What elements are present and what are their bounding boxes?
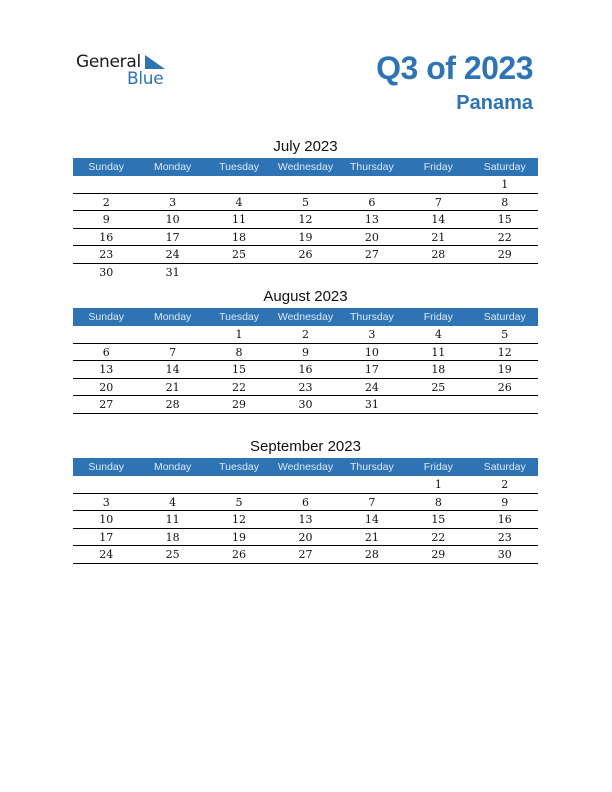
week-row xyxy=(73,264,538,282)
weekday-saturday: Saturday xyxy=(483,311,526,323)
week-row xyxy=(73,494,538,512)
day-cell: 1 xyxy=(235,328,243,341)
day-cell: 29 xyxy=(232,398,247,411)
day-cell xyxy=(139,476,205,493)
day-cell: 11 xyxy=(165,513,180,526)
day-cell: 19 xyxy=(497,363,512,376)
day-cell xyxy=(73,326,139,343)
day-cell xyxy=(339,176,405,193)
weekday-monday: Monday xyxy=(153,311,192,323)
day-cell: 15 xyxy=(431,513,446,526)
day-cell: 6 xyxy=(301,495,309,509)
day-cell: 10 xyxy=(99,513,114,526)
day-cell: 5 xyxy=(235,495,243,509)
weekday-sunday: Sunday xyxy=(88,461,125,473)
day-cell: 23 xyxy=(99,248,114,261)
weekday-saturday: Saturday xyxy=(483,161,526,173)
week-row xyxy=(73,326,538,344)
weekday-tuesday: Tuesday xyxy=(219,161,259,173)
month-july xyxy=(73,136,538,281)
day-cell: 13 xyxy=(298,513,313,526)
day-cell: 26 xyxy=(232,548,247,561)
day-cell: 20 xyxy=(364,230,379,244)
weekday-friday: Friday xyxy=(423,161,453,173)
country-subtitle: Panama xyxy=(456,92,533,114)
day-cell: 18 xyxy=(165,530,180,544)
day-cell xyxy=(472,264,538,282)
weekday-tuesday: Tuesday xyxy=(219,461,259,473)
day-cell: 1 xyxy=(434,478,442,491)
week-row xyxy=(73,361,538,379)
day-cell xyxy=(405,264,471,282)
day-cell: 10 xyxy=(165,213,180,226)
week-row xyxy=(73,176,538,194)
day-cell: 15 xyxy=(232,363,247,376)
logo xyxy=(76,52,176,92)
day-cell: 2 xyxy=(501,478,509,491)
day-cell: 29 xyxy=(497,248,512,261)
day-cell: 30 xyxy=(99,265,114,279)
day-cell: 9 xyxy=(102,213,110,226)
day-cell: 2 xyxy=(301,328,309,341)
day-cell: 16 xyxy=(497,513,512,526)
day-cell: 25 xyxy=(431,380,446,394)
day-cell: 25 xyxy=(165,548,180,561)
logo-word-blue: Blue xyxy=(127,69,164,89)
weekday-monday: Monday xyxy=(153,461,192,473)
day-cell: 16 xyxy=(99,230,114,244)
page-title: Q3 of 2023 xyxy=(376,50,533,86)
week-row xyxy=(73,379,538,397)
week-row xyxy=(73,344,538,362)
day-cell: 28 xyxy=(431,248,446,261)
day-cell xyxy=(139,176,205,193)
day-cell: 20 xyxy=(298,530,313,544)
day-cell: 11 xyxy=(232,213,247,226)
day-cell: 19 xyxy=(298,230,313,244)
day-cell: 30 xyxy=(298,398,313,411)
day-cell xyxy=(73,176,139,193)
day-cell: 4 xyxy=(169,495,177,509)
day-cell: 11 xyxy=(431,345,446,359)
weekday-wednesday: Wednesday xyxy=(277,161,334,173)
day-cell: 23 xyxy=(497,530,512,544)
day-cell: 24 xyxy=(99,548,114,561)
day-cell xyxy=(339,264,405,282)
month-title: September 2023 xyxy=(250,438,361,455)
day-cell: 14 xyxy=(165,363,180,376)
day-cell: 28 xyxy=(165,398,180,411)
weekday-thursday: Thursday xyxy=(350,461,394,473)
week-row xyxy=(73,529,538,547)
day-cell: 22 xyxy=(431,530,446,544)
weekday-friday: Friday xyxy=(423,311,453,323)
day-cell: 2 xyxy=(102,195,110,209)
day-cell: 23 xyxy=(298,380,313,394)
day-cell xyxy=(405,396,471,413)
logo-triangle-icon xyxy=(144,54,166,70)
week-row xyxy=(73,511,538,529)
week-row xyxy=(73,546,538,564)
day-cell: 12 xyxy=(497,345,512,359)
day-cell: 5 xyxy=(301,195,309,209)
day-cell: 31 xyxy=(364,398,379,411)
day-cell: 19 xyxy=(232,530,247,544)
day-cell: 31 xyxy=(165,265,180,279)
day-cell: 21 xyxy=(165,380,180,394)
weekday-sunday: Sunday xyxy=(88,311,125,323)
weekday-tuesday: Tuesday xyxy=(219,311,259,323)
day-cell: 1 xyxy=(501,178,509,191)
day-cell: 27 xyxy=(298,548,313,561)
day-cell xyxy=(272,264,338,282)
weekday-thursday: Thursday xyxy=(350,161,394,173)
day-cell xyxy=(272,476,338,493)
day-cell: 6 xyxy=(368,195,376,209)
day-cell: 7 xyxy=(368,495,376,509)
day-cell: 13 xyxy=(364,213,379,226)
day-cell: 20 xyxy=(99,380,114,394)
weekday-header xyxy=(73,308,538,326)
weekday-wednesday: Wednesday xyxy=(277,311,334,323)
day-cell: 29 xyxy=(431,548,446,561)
day-cell: 13 xyxy=(99,363,114,376)
day-cell xyxy=(206,476,272,493)
week-row xyxy=(73,476,538,494)
logo-word-general: General xyxy=(76,52,141,72)
day-cell: 12 xyxy=(298,213,313,226)
week-row xyxy=(73,396,538,414)
weekday-thursday: Thursday xyxy=(350,311,394,323)
day-cell: 3 xyxy=(102,495,110,509)
day-cell: 3 xyxy=(368,328,376,341)
day-cell: 10 xyxy=(364,345,379,359)
month-september xyxy=(73,436,538,564)
day-cell: 8 xyxy=(235,345,243,359)
day-cell: 26 xyxy=(298,248,313,261)
day-cell: 8 xyxy=(501,195,509,209)
month-august xyxy=(73,286,538,414)
day-cell: 22 xyxy=(497,230,512,244)
weekday-sunday: Sunday xyxy=(88,161,125,173)
month-title: August 2023 xyxy=(263,288,348,305)
day-cell: 21 xyxy=(431,230,446,244)
day-cell: 26 xyxy=(497,380,512,394)
day-cell: 18 xyxy=(431,363,446,376)
day-cell: 24 xyxy=(165,248,180,261)
weekday-friday: Friday xyxy=(423,461,453,473)
day-cell: 17 xyxy=(165,230,180,244)
day-cell: 4 xyxy=(235,195,243,209)
day-cell: 21 xyxy=(364,530,379,544)
day-cell: 27 xyxy=(99,398,114,411)
weekday-header xyxy=(73,158,538,176)
day-cell: 24 xyxy=(364,380,379,394)
day-cell: 3 xyxy=(169,195,177,209)
day-cell: 7 xyxy=(434,195,442,209)
day-cell: 14 xyxy=(364,513,379,526)
day-cell: 14 xyxy=(431,213,446,226)
week-row xyxy=(73,229,538,247)
day-cell: 25 xyxy=(232,248,247,261)
day-cell: 4 xyxy=(434,328,442,341)
weekday-header xyxy=(73,458,538,476)
day-cell xyxy=(339,476,405,493)
week-row xyxy=(73,246,538,264)
day-cell xyxy=(206,264,272,282)
day-cell xyxy=(272,176,338,193)
day-cell: 6 xyxy=(102,345,110,359)
day-cell: 12 xyxy=(232,513,247,526)
day-cell: 8 xyxy=(434,495,442,509)
day-cell: 7 xyxy=(169,345,177,359)
day-cell xyxy=(472,396,538,413)
day-cell: 15 xyxy=(497,213,512,226)
weekday-wednesday: Wednesday xyxy=(277,461,334,473)
day-cell: 16 xyxy=(298,363,313,376)
weekday-monday: Monday xyxy=(153,161,192,173)
day-cell: 17 xyxy=(364,363,379,376)
month-title: July 2023 xyxy=(273,138,338,155)
day-cell: 28 xyxy=(364,548,379,561)
day-cell: 9 xyxy=(501,495,509,509)
day-cell: 22 xyxy=(232,380,247,394)
day-cell: 18 xyxy=(232,230,247,244)
day-cell: 30 xyxy=(497,548,512,561)
week-row xyxy=(73,194,538,212)
day-cell xyxy=(73,476,139,493)
week-row xyxy=(73,211,538,229)
day-cell: 27 xyxy=(364,248,379,261)
weekday-saturday: Saturday xyxy=(483,461,526,473)
day-cell: 17 xyxy=(99,530,114,544)
day-cell xyxy=(405,176,471,193)
day-cell xyxy=(139,326,205,343)
day-cell: 9 xyxy=(301,345,309,359)
day-cell xyxy=(206,176,272,193)
day-cell: 5 xyxy=(501,328,509,341)
